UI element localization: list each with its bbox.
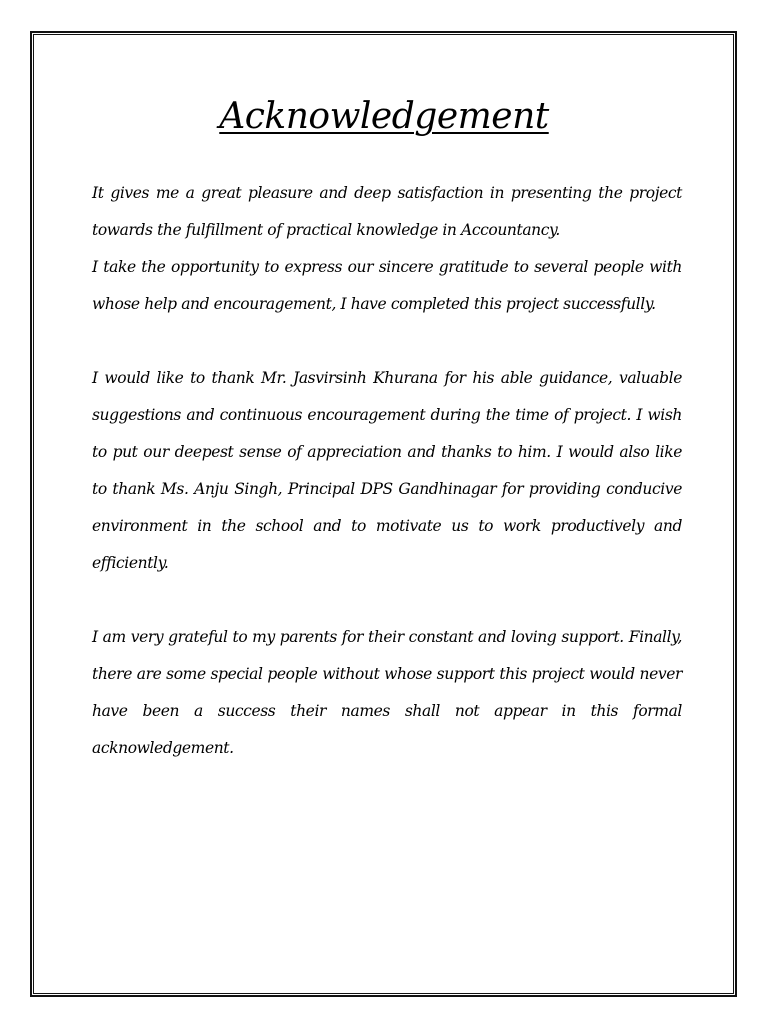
paragraph-spacer [92,582,682,619]
document-body [92,175,682,767]
paragraph-thanks-parents: I am very grateful to my parents for their constant and loving support. Finally, there are some special people without whose support this project would never have been a success their names shall not appear in this formal acknowledgement. [92,628,682,757]
paragraph-thanks-guide: I would like to thank Mr. Jasvirsinh Khurana for his able guidance, valuable suggestions and continuous encouragement during the time of project. I wish to put our deepest sense of appreciation and thanks to him. I would also like to thank Ms. Anju Singh, Principal DPS Gandhinagar for providing conducive environment in the school and to motivate us to work productively and efficiently. [92,369,682,572]
paragraph-spacer [92,323,682,360]
page-title: Acknowledgement [219,96,549,137]
paragraph-gratitude: I take the opportunity to express our sincere gratitude to several people with whose help and encouragement, I have completed this project successfully. [92,258,682,313]
paragraph-intro: It gives me a great pleasure and deep satisfaction in presenting the project towards the fulfillment of practical knowledge in Accountancy. [92,184,682,239]
